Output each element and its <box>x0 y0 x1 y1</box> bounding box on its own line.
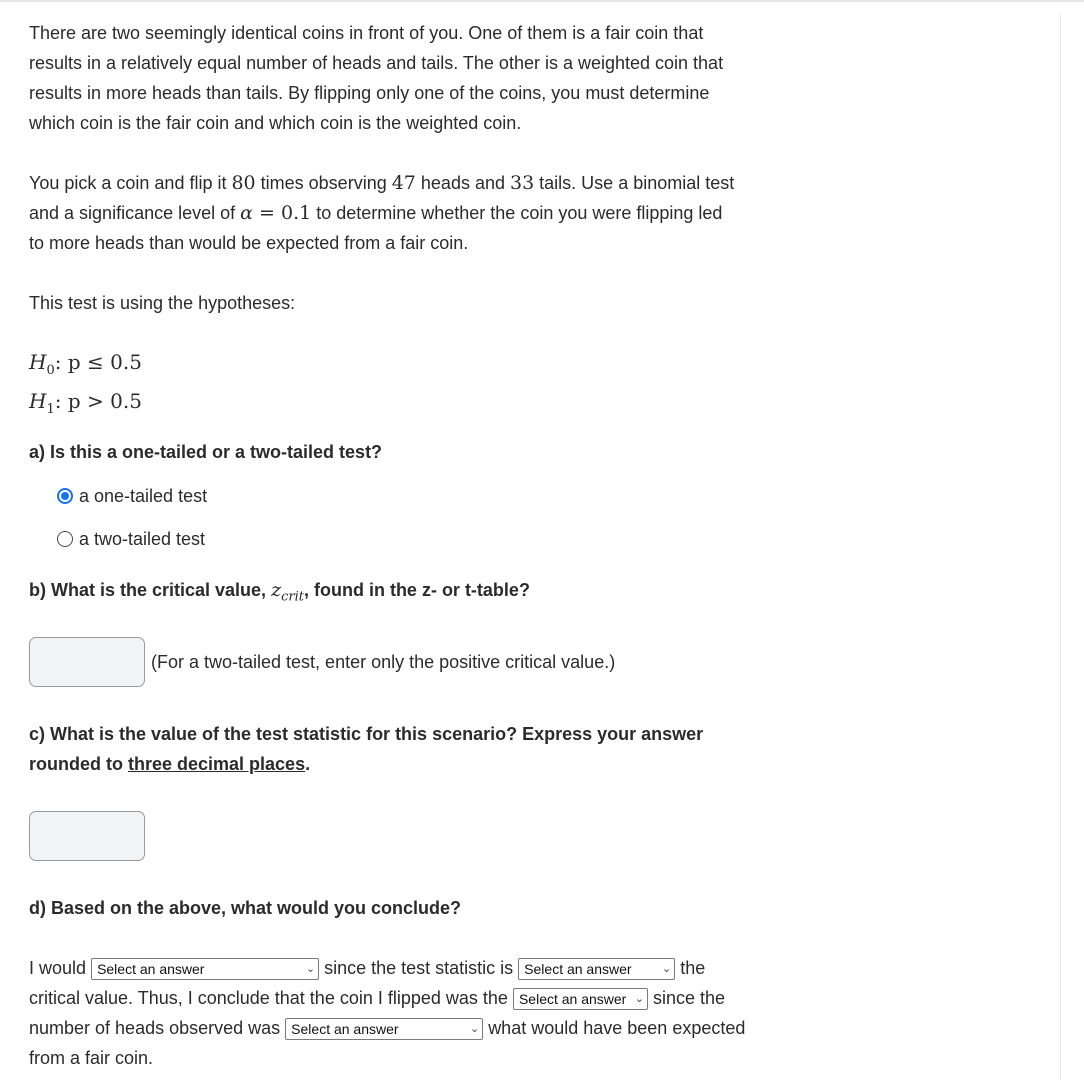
radio-button-selected[interactable] <box>57 488 73 504</box>
question-d-title: d) Based on the above, what would you conclude? <box>29 898 462 918</box>
hypotheses-intro: This test is using the hypotheses: <box>29 293 296 313</box>
question-c-line-2 <box>29 749 703 779</box>
null-hypothesis <box>29 347 142 386</box>
intro-paragraph <box>29 18 723 138</box>
intro-line-2: results in a relatively equal number of heads and tails. The other is a weighted coin that <box>29 53 724 73</box>
option-label: a one-tailed test <box>79 485 208 506</box>
question-a-title: a) Is this a one-tailed or a two-tailed test? <box>29 442 383 462</box>
hypotheses-block <box>29 347 142 425</box>
conclusion-line-2 <box>29 983 819 1013</box>
test-statistic-input[interactable] <box>29 811 145 861</box>
scenario-paragraph <box>29 168 734 258</box>
right-border <box>1060 14 1061 1080</box>
comparison-select[interactable] <box>518 958 675 980</box>
chevron-down-icon: ⌄ <box>661 963 672 976</box>
tails-count: 33 <box>509 172 535 194</box>
radio-button[interactable] <box>57 531 73 547</box>
decimal-places-emphasis: three decimal places <box>127 754 306 774</box>
select-value: Select an answer <box>518 991 627 1008</box>
h1-statement: : p > 0.5 <box>54 389 142 413</box>
option-label: a two-tailed test <box>79 528 206 549</box>
decision-select[interactable] <box>91 958 319 980</box>
critical-value-hint: (For a two-tailed test, enter only the positive critical value.) <box>151 651 616 672</box>
option-one-tailed[interactable] <box>57 481 207 511</box>
coin-type-select[interactable] <box>513 988 648 1010</box>
z-symbol: z <box>271 579 282 601</box>
scenario-text: heads and <box>415 173 510 193</box>
scenario-line-1 <box>29 168 734 198</box>
question-c-text: . <box>305 754 311 774</box>
select-value: Select an answer <box>291 1021 399 1038</box>
conclusion-text: I would <box>29 958 87 978</box>
conclusion-text: the <box>680 958 706 978</box>
chevron-down-icon: ⌄ <box>305 963 316 976</box>
alpha-value: 0.1 <box>280 202 312 224</box>
critical-value-input[interactable] <box>29 637 145 687</box>
heads-count: 47 <box>391 172 416 194</box>
chevron-down-icon: ⌄ <box>469 1023 480 1036</box>
conclusion-text: number of heads observed was <box>29 1018 281 1038</box>
alpha-symbol: α <box>240 202 253 224</box>
question-c-line-1: c) What is the value of the test statistic for this scenario? Express your answer <box>29 724 704 744</box>
conclusion-text: since the <box>652 988 726 1008</box>
scenario-text: times observing <box>255 173 392 193</box>
select-value: Select an answer <box>97 961 205 978</box>
intro-line-4: which coin is the fair coin and which coin is the weighted coin. <box>29 113 522 133</box>
h0-statement: : p ≤ 0.5 <box>54 350 142 374</box>
option-two-tailed[interactable] <box>57 524 205 554</box>
conclusion-paragraph <box>29 953 819 1073</box>
scenario-line-2 <box>29 198 734 228</box>
z-subscript: crit <box>281 589 304 605</box>
conclusion-line-1 <box>29 953 819 983</box>
h-symbol: H <box>29 350 47 374</box>
equals-sign: = <box>252 202 281 224</box>
conclusion-text: since the test statistic is <box>324 958 514 978</box>
conclusion-line-3 <box>29 1013 819 1043</box>
scenario-text: and a significance level of <box>29 203 241 223</box>
select-value: Select an answer <box>524 961 632 978</box>
critical-value-row <box>29 637 615 687</box>
question-b-text: , found in the z- or t-table? <box>303 580 530 600</box>
scenario-text: You pick a coin and flip it <box>29 173 232 193</box>
intro-line-3: results in more heads than tails. By flipping only one of the coins, you must determine <box>29 83 710 103</box>
flips-count: 80 <box>231 172 256 194</box>
conclusion-line-4: from a fair coin. <box>29 1048 154 1068</box>
question-b-text: b) What is the critical value, <box>29 580 272 600</box>
intro-line-1: There are two seemingly identical coins in front of you. One of them is a fair coin that <box>29 23 704 43</box>
conclusion-text: critical value. Thus, I conclude that the coin I flipped was the <box>29 988 508 1008</box>
top-border <box>0 0 1084 2</box>
question-c-text: rounded to <box>29 754 128 774</box>
scenario-text: tails. Use a binomial test <box>534 173 735 193</box>
scenario-text: to determine whether the coin you were flipping led <box>311 203 723 223</box>
question-b-title <box>29 575 530 613</box>
chevron-down-icon: ⌄ <box>634 993 644 1006</box>
question-c-title <box>29 719 703 779</box>
h-symbol: H <box>29 389 47 413</box>
h-subscript: 0 <box>46 363 55 378</box>
heads-comparison-select[interactable] <box>285 1018 483 1040</box>
h-subscript: 1 <box>46 402 55 417</box>
scenario-line-3: to more heads than would be expected from a fair coin. <box>29 233 469 253</box>
conclusion-text: what would have been expected <box>488 1018 746 1038</box>
alternative-hypothesis <box>29 386 142 425</box>
